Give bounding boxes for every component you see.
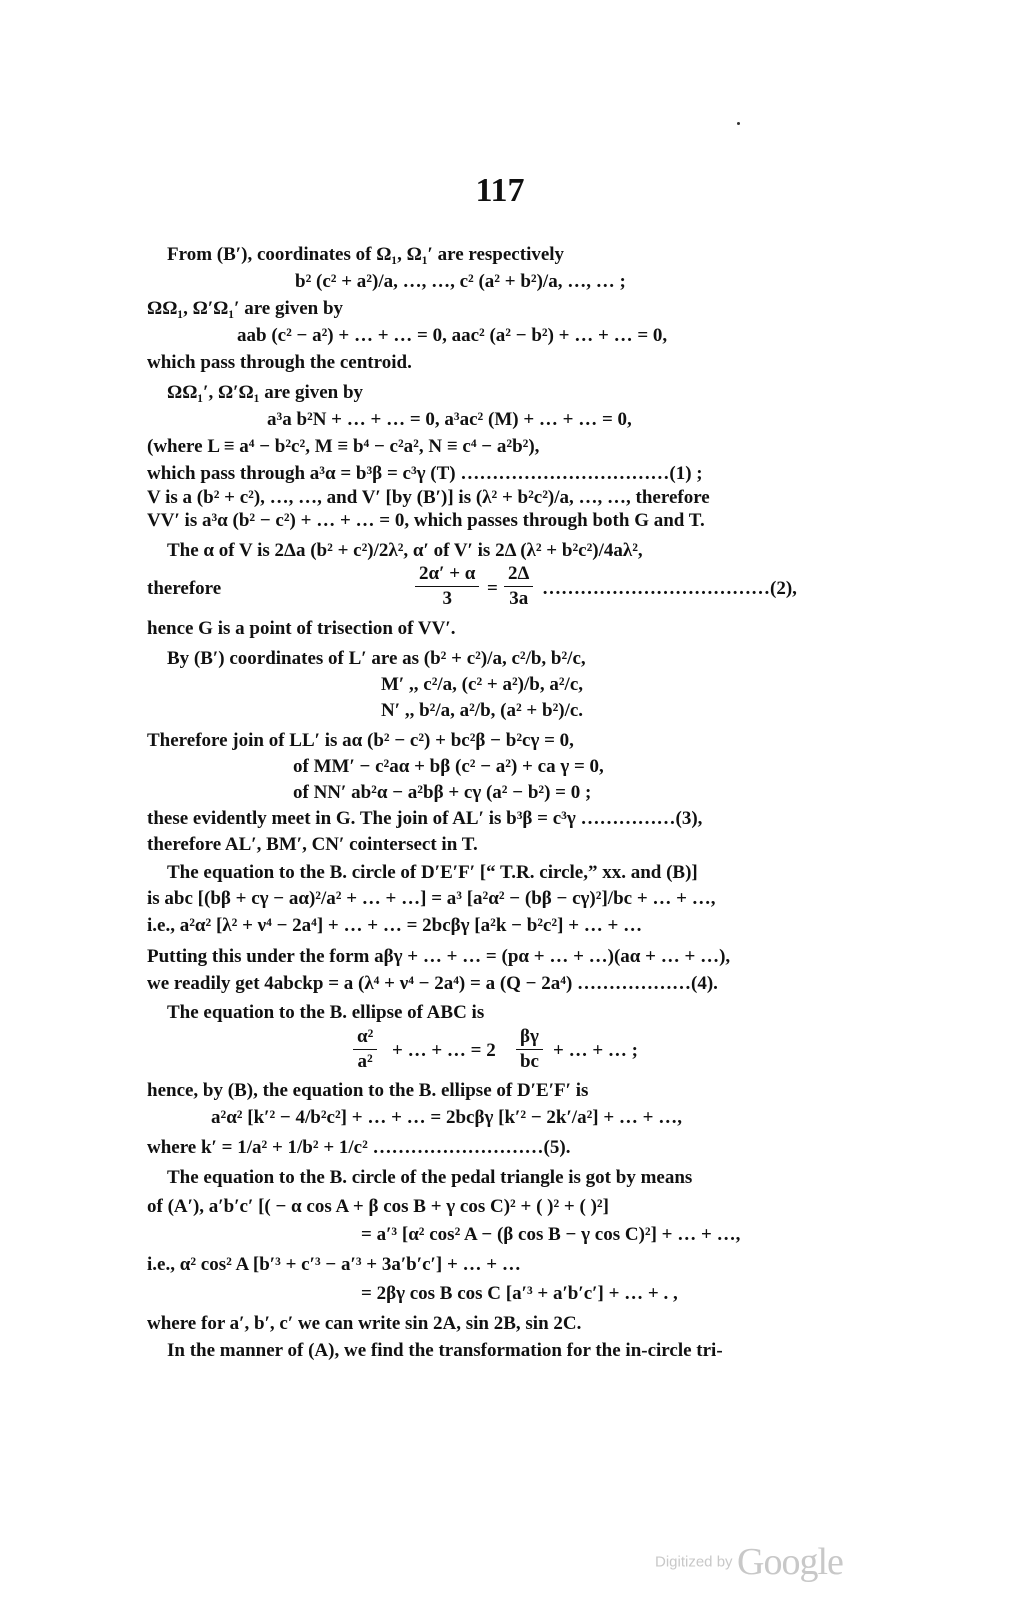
text-line: = a′³ [α² cos² A − (β cos B − γ cos C)²] + … + …, bbox=[361, 1224, 741, 1245]
text-line: is abc [(bβ + cγ − aα)²/a² + … + …] = a³ [a²α² − (bβ − cγ)²]/bc + … + …, bbox=[147, 888, 716, 909]
fraction-numerator: 2α′ + α bbox=[415, 562, 479, 587]
text-line: In the manner of (A), we find the transformation for the in-circle tri- bbox=[167, 1340, 723, 1361]
watermark-prefix: Digitized by bbox=[655, 1553, 733, 1571]
text-line: N′ ,, b²/a, a²/b, (a² + b²)/c. bbox=[381, 700, 584, 721]
text-line: of MM′ − c²aα + bβ (c² − a²) + ca γ = 0, bbox=[293, 756, 604, 777]
google-logo: Google bbox=[737, 1541, 843, 1583]
text-line: therefore bbox=[147, 578, 222, 599]
text-line: V is a (b² + c²), …, …, and V′ [by (B′)] is (λ² + b²c²)/a, …, …, therefore bbox=[147, 487, 710, 508]
fraction-denominator: 3a bbox=[509, 588, 529, 609]
fraction-denominator: a² bbox=[357, 1051, 373, 1072]
text-line: + … + … = 2 bbox=[392, 1040, 496, 1061]
text-line: ΩΩ₁′, Ω′Ω₁ are given by bbox=[167, 382, 364, 403]
watermark bbox=[655, 1540, 843, 1584]
stray-dot bbox=[737, 122, 740, 125]
text-line: where for a′, b′, c′ we can write sin 2A, sin 2B, sin 2C. bbox=[147, 1313, 582, 1334]
text-line: VV′ is a³α (b² − c²) + … + … = 0, which passes through both G and T. bbox=[147, 510, 705, 531]
text-line: Putting this under the form aβγ + … + … = (pα + … + …)(aα + … + …), bbox=[147, 946, 731, 967]
text-line: The equation to the B. ellipse of ABC is bbox=[167, 1002, 485, 1023]
text-line: ΩΩ₁, Ω′Ω₁′ are given by bbox=[147, 298, 344, 319]
text-line: we readily get 4abckp = a (λ⁴ + ν⁴ − 2a⁴) = a (Q − 2a⁴) ………………(4). bbox=[147, 973, 718, 994]
text-line: (where L ≡ a⁴ − b²c², M ≡ b⁴ − c²a², N ≡ c⁴ − a²b²), bbox=[147, 436, 540, 457]
equals-sign: = bbox=[487, 578, 498, 599]
text-line: The equation to the B. circle of D′E′F′ [“ T.R. circle,” xx. and (B)] bbox=[167, 862, 698, 883]
fraction-numerator: βγ bbox=[516, 1025, 543, 1050]
text-line: M′ ,, c²/a, (c² + a²)/b, a²/c, bbox=[381, 674, 583, 695]
text-line: a²α² [k′² − 4/b²c²] + … + … = 2bcβγ [k′² − 2k′/a²] + … + …, bbox=[211, 1107, 683, 1128]
text-line: where k′ = 1/a² + 1/b² + 1/c² ………………………(5). bbox=[147, 1137, 571, 1158]
text-line: hence, by (B), the equation to the B. ellipse of D′E′F′ is bbox=[147, 1080, 589, 1101]
page-number: 117 bbox=[475, 172, 525, 209]
text-line: ………………………………(2), bbox=[542, 578, 797, 599]
fraction bbox=[415, 562, 479, 611]
text-line: of (A′), a′b′c′ [( − α cos A + β cos B + γ cos C)² + ( )² + ( )²] bbox=[147, 1196, 609, 1217]
text-line: these evidently meet in G. The join of AL′ is b³β = c³γ ……………(3), bbox=[147, 808, 703, 829]
text-line: Therefore join of LL′ is aα (b² − c²) + bc²β − b²cγ = 0, bbox=[147, 730, 574, 751]
fraction-denominator: 3 bbox=[442, 588, 452, 609]
text-line: b² (c² + a²)/a, …, …, c² (a² + b²)/a, …, … ; bbox=[295, 271, 626, 292]
text-line: of NN′ ab²α − a²bβ + cγ (a² − b²) = 0 ; bbox=[293, 782, 592, 803]
text-line: From (B′), coordinates of Ω₁, Ω₁′ are respectively bbox=[167, 244, 565, 265]
text-line: By (B′) coordinates of L′ are as (b² + c²)/a, c²/b, b²/c, bbox=[167, 648, 586, 669]
text-line: which pass through a³α = b³β = c³γ (T) ……………………………(1) ; bbox=[147, 463, 703, 484]
text-line: hence G is a point of trisection of VV′. bbox=[147, 618, 456, 639]
text-line: therefore AL′, BM′, CN′ cointersect in T. bbox=[147, 834, 478, 855]
text-line: i.e., α² cos² A [b′³ + c′³ − a′³ + 3a′b′c′] + … + … bbox=[147, 1254, 521, 1275]
fraction bbox=[353, 1025, 377, 1074]
fraction-numerator: 2Δ bbox=[504, 562, 533, 587]
text-line: a³a b²N + … + … = 0, a³ac² (M) + … + … = 0, bbox=[267, 409, 632, 430]
fraction bbox=[504, 562, 533, 611]
text-line: aab (c² − a²) + … + … = 0, aac² (a² − b²) + … + … = 0, bbox=[237, 325, 668, 346]
fraction-numerator: α² bbox=[353, 1025, 377, 1050]
fraction-denominator: bc bbox=[519, 1051, 539, 1072]
text-line: The α of V is 2Δa (b² + c²)/2λ², α′ of V′ is 2Δ (λ² + b²c²)/4aλ², bbox=[167, 540, 643, 561]
text-line: which pass through the centroid. bbox=[147, 352, 412, 373]
text-line: The equation to the B. circle of the pedal triangle is got by means bbox=[167, 1167, 693, 1188]
fraction bbox=[516, 1025, 543, 1074]
text-line: i.e., a²α² [λ² + ν⁴ − 2a⁴] + … + … = 2bcβγ [a²k − b²c²] + … + … bbox=[147, 915, 643, 936]
text-line: = 2βγ cos B cos C [a′³ + a′b′c′] + … + . , bbox=[361, 1283, 678, 1304]
text-line: + … + … ; bbox=[553, 1040, 638, 1061]
